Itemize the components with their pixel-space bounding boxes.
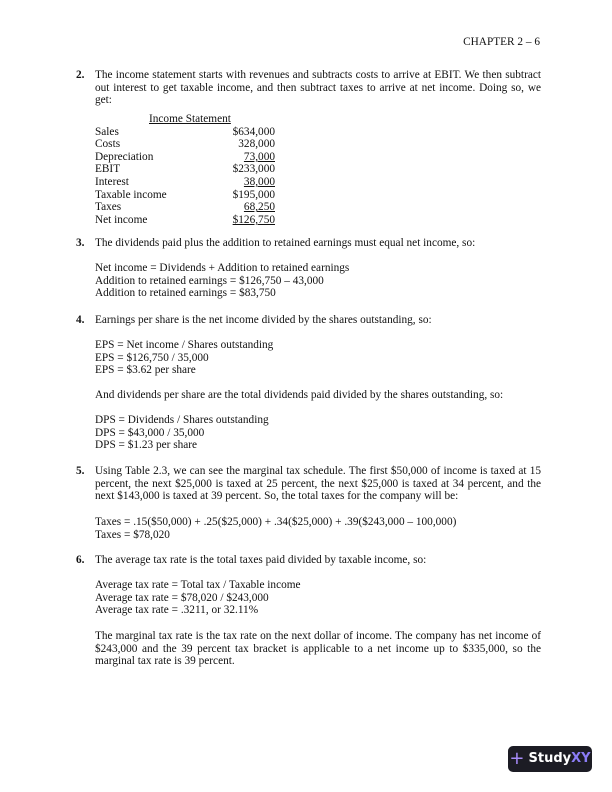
question-text: The dividends paid plus the addition to retained earnings must equal net income, so: <box>95 237 476 249</box>
table-row <box>95 201 275 214</box>
question-text: The income statement starts with revenues and subtracts costs to arrive at EBIT. We then subtract out interest to get taxable income, and then subtract taxes to arrive at net income. Doing so, we get: <box>95 69 541 107</box>
table-row <box>95 126 275 139</box>
row-value: $195,000 <box>232 188 275 201</box>
equation: Average tax rate = .3211, or 32.11% <box>95 604 259 617</box>
row-label: Interest <box>95 176 129 188</box>
row-value: 68,250 <box>243 201 275 214</box>
equation: EPS = $3.62 per share <box>95 364 196 377</box>
table-row <box>95 189 275 202</box>
row-label: Taxable income <box>95 188 167 201</box>
question-number: 3. <box>76 237 85 249</box>
brand-name: Study <box>528 750 572 766</box>
row-label: Taxes <box>95 201 122 214</box>
row-value: $126,750 <box>232 213 275 226</box>
equation: DPS = Dividends / Shares outstanding <box>95 414 269 426</box>
equation: DPS = $43,000 / 35,000 <box>95 426 205 439</box>
row-value: 38,000 <box>243 176 275 188</box>
question-number: 6. <box>76 554 85 566</box>
question-number: 4. <box>76 314 85 326</box>
studyxy-badge[interactable] <box>508 746 592 772</box>
equation: EPS = $126,750 / 35,000 <box>95 351 209 364</box>
row-value: $634,000 <box>232 125 275 138</box>
table-row <box>95 176 275 189</box>
equation: Net income = Dividends + Addition to retained earnings <box>95 262 350 274</box>
table-row <box>95 151 275 164</box>
row-label: Depreciation <box>95 150 154 163</box>
question-number: 5. <box>76 465 85 477</box>
table-row <box>95 138 275 151</box>
table-row <box>95 163 275 176</box>
row-label: EBIT <box>95 163 121 176</box>
equation: Addition to retained earnings = $126,750 – 43,000 <box>95 274 324 287</box>
table-title: Income Statement <box>149 113 231 125</box>
equation: Addition to retained earnings = $83,750 <box>95 287 276 300</box>
question-text: Using Table 2.3, we can see the marginal tax schedule. The first $50,000 of income is taxed at 15 percent, the next $25,000 is taxed at 25 percent, the next $25,000 is taxed at 34 percent, and the next $143,000 is taxed at 39 percent. So, the total taxes for the company will be: <box>95 465 541 503</box>
row-label: Net income <box>95 213 148 226</box>
row-value: 328,000 <box>238 138 275 151</box>
equation: Taxes = .15($50,000) + .25($25,000) + .34($25,000) + .39($243,000 – 100,000) <box>95 516 457 528</box>
row-value: 73,000 <box>243 150 275 163</box>
row-value: $233,000 <box>232 163 275 176</box>
equation: Average tax rate = $78,020 / $243,000 <box>95 591 269 604</box>
equation: EPS = Net income / Shares outstanding <box>95 339 274 351</box>
question-text: And dividends per share are the total dividends paid divided by the shares outstanding, so: <box>95 389 504 401</box>
question-number: 2. <box>76 69 85 81</box>
table-row <box>95 214 275 227</box>
row-label: Sales <box>95 125 119 138</box>
question-text: The marginal tax rate is the tax rate on the next dollar of income. The company has net income of $243,000 and the 39 percent tax bracket is applicable to a net income up to $335,000, so the marginal tax rate is 39 percent. <box>95 630 541 668</box>
plus-icon: + <box>509 748 525 769</box>
question-text: The average tax rate is the total taxes paid divided by taxable income, so: <box>95 554 427 566</box>
question-text: Earnings per share is the net income divided by the shares outstanding, so: <box>95 314 432 326</box>
brand-suffix: XY <box>571 750 591 766</box>
equation: Average tax rate = Total tax / Taxable income <box>95 579 301 591</box>
row-label: Costs <box>95 138 121 151</box>
page-header: CHAPTER 2 – 6 <box>463 36 540 48</box>
equation: DPS = $1.23 per share <box>95 439 198 452</box>
equation: Taxes = $78,020 <box>95 528 170 541</box>
